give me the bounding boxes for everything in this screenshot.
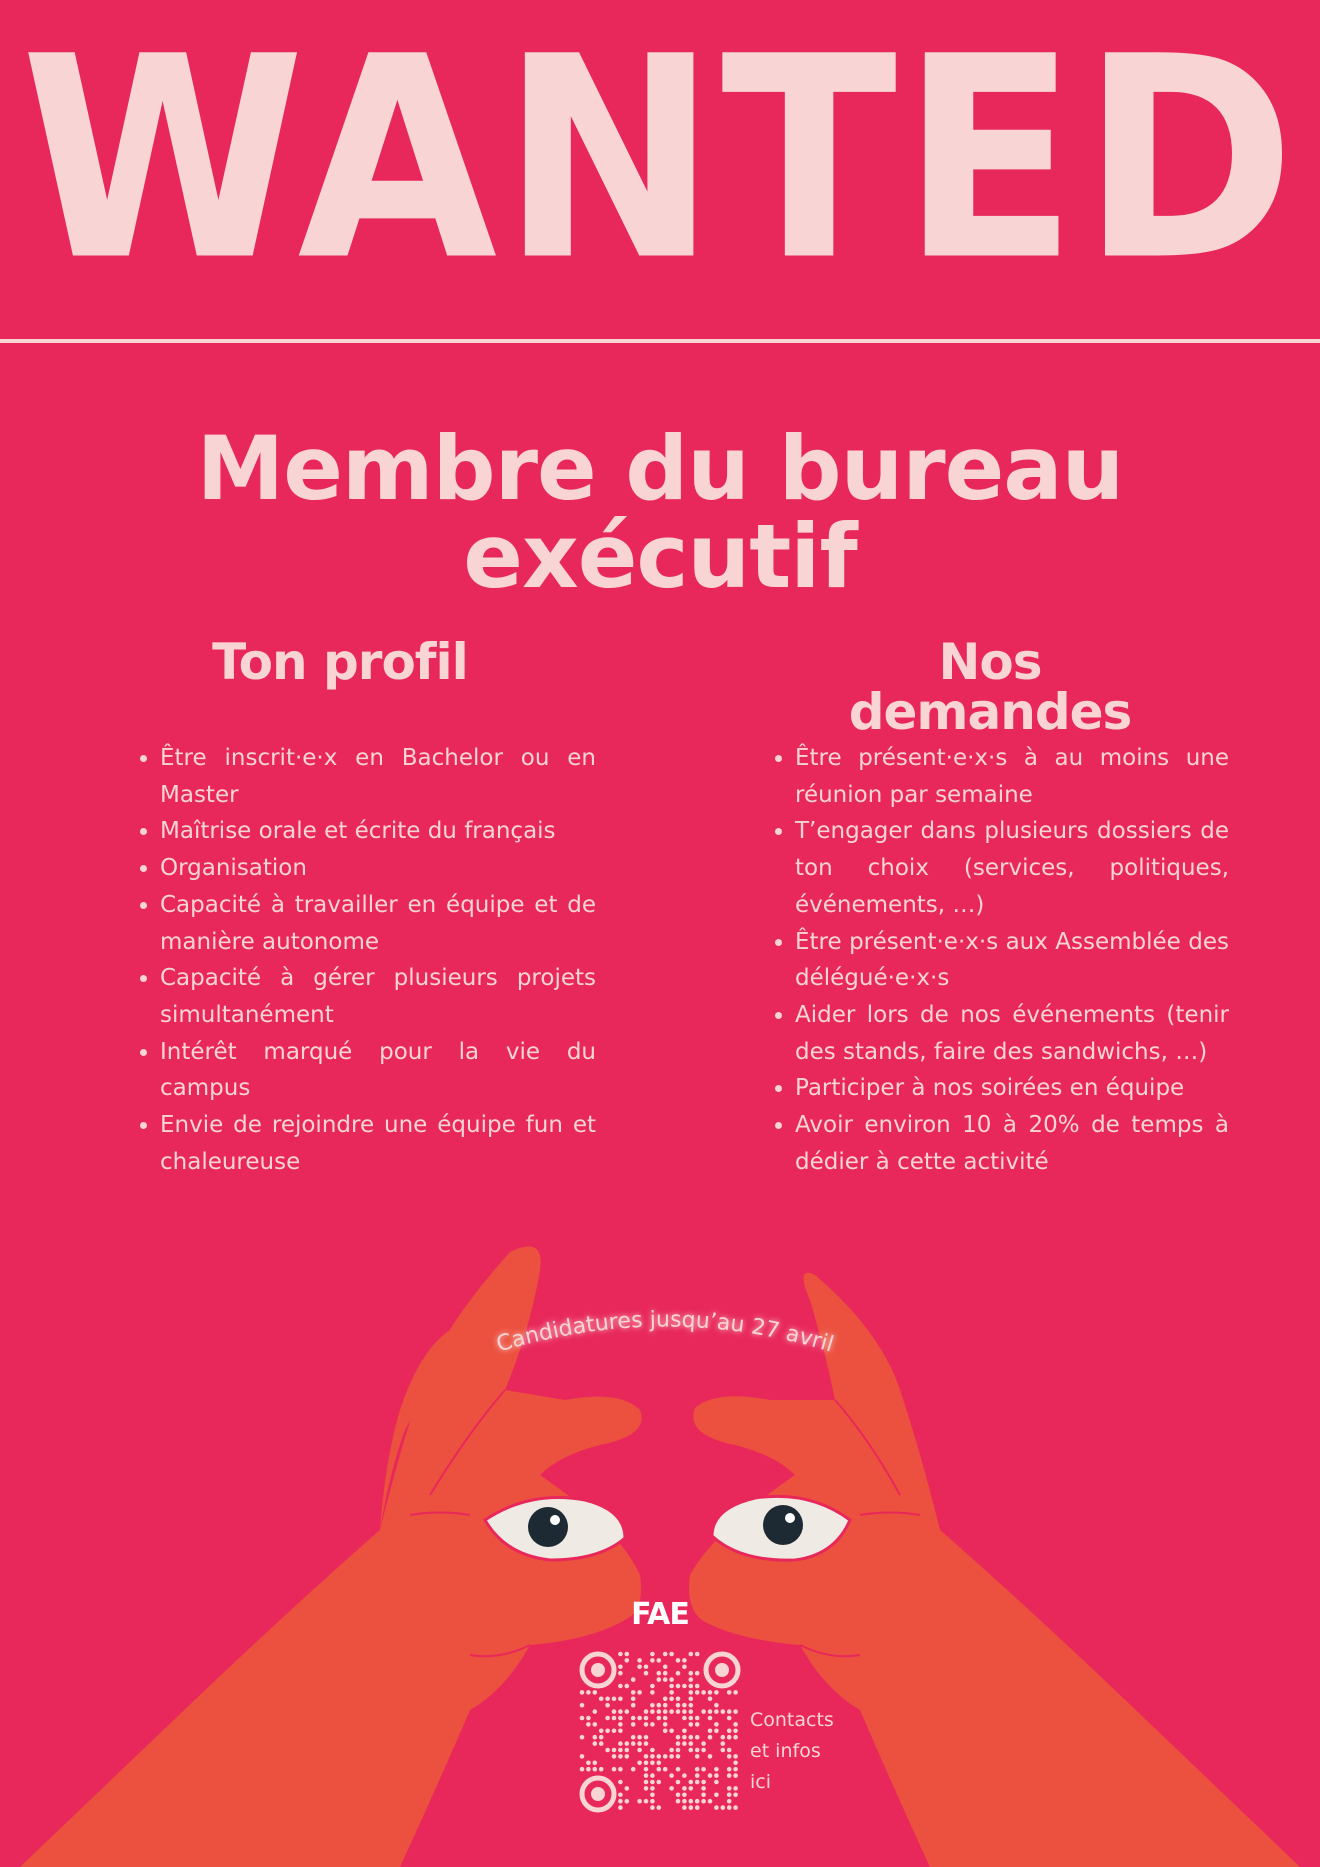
- qr-module: [663, 1665, 668, 1670]
- qr-module: [676, 1799, 681, 1804]
- qr-module: [733, 1729, 738, 1734]
- qr-module: [618, 1799, 623, 1804]
- qr-module: [695, 1754, 700, 1759]
- qr-finder-dot: [591, 1663, 605, 1677]
- qr-module: [657, 1767, 662, 1772]
- qr-module: [676, 1671, 681, 1676]
- qr-module: [605, 1697, 610, 1702]
- qr-module: [669, 1652, 674, 1657]
- qr-module: [714, 1805, 719, 1810]
- qr-module: [593, 1690, 598, 1695]
- qr-module: [631, 1677, 636, 1682]
- qr-module: [727, 1748, 732, 1753]
- qr-module: [618, 1722, 623, 1727]
- qr-module: [586, 1761, 591, 1766]
- qr-module: [637, 1658, 642, 1663]
- qr-module: [657, 1761, 662, 1766]
- qr-module: [631, 1722, 636, 1727]
- qr-module: [689, 1780, 694, 1785]
- qr-module: [682, 1741, 687, 1746]
- demands-list: [771, 740, 1229, 1180]
- qr-module: [599, 1735, 604, 1740]
- qr-module: [599, 1729, 604, 1734]
- fae-logo: FAE: [631, 1597, 689, 1632]
- qr-module: [625, 1799, 630, 1804]
- qr-module: [733, 1722, 738, 1727]
- qr-module: [682, 1773, 687, 1778]
- qr-module: [689, 1805, 694, 1810]
- qr-module: [676, 1767, 681, 1772]
- qr-module: [721, 1735, 726, 1740]
- qr-module: [676, 1697, 681, 1702]
- profile-item: • Envie de rejoindre une équipe fun et chaleureuse: [160, 1107, 596, 1180]
- qr-module: [682, 1658, 687, 1663]
- qr-module: [714, 1729, 719, 1734]
- qr-module: [650, 1684, 655, 1689]
- qr-module: [689, 1799, 694, 1804]
- qr-module: [701, 1709, 706, 1714]
- header-divider: [0, 339, 1320, 343]
- qr-module: [580, 1716, 585, 1721]
- qr-module: [727, 1773, 732, 1778]
- qr-module: [637, 1748, 642, 1753]
- qr-module: [701, 1690, 706, 1695]
- qr-module: [727, 1786, 732, 1791]
- qr-module: [727, 1716, 732, 1721]
- qr-module: [689, 1697, 694, 1702]
- qr-module: [625, 1652, 630, 1657]
- qr-module: [605, 1703, 610, 1708]
- qr-module: [618, 1780, 623, 1785]
- qr-module: [663, 1767, 668, 1772]
- qr-module: [657, 1671, 662, 1676]
- qr-module: [650, 1786, 655, 1791]
- qr-module: [721, 1805, 726, 1810]
- qr-module: [669, 1677, 674, 1682]
- qr-module: [714, 1780, 719, 1785]
- qr-module: [650, 1690, 655, 1695]
- qr-module: [695, 1805, 700, 1810]
- qr-module: [669, 1729, 674, 1734]
- qr-code-icon[interactable]: [578, 1650, 742, 1814]
- qr-module: [669, 1709, 674, 1714]
- qr-module: [663, 1729, 668, 1734]
- qr-module: [631, 1767, 636, 1772]
- qr-module: [733, 1773, 738, 1778]
- qr-module: [708, 1709, 713, 1714]
- demands-item: • Avoir environ 10 à 20% de temps à dédier à cette activité: [795, 1107, 1229, 1180]
- qr-module: [663, 1716, 668, 1721]
- qr-module: [644, 1761, 649, 1766]
- qr-module: [669, 1697, 674, 1702]
- qr-module: [644, 1722, 649, 1727]
- qr-module: [669, 1773, 674, 1778]
- demands-heading: Nos demandes: [848, 633, 1132, 741]
- qr-module: [682, 1735, 687, 1740]
- qr-module: [612, 1748, 617, 1753]
- qr-module: [637, 1735, 642, 1740]
- qr-module: [695, 1799, 700, 1804]
- qr-module: [644, 1716, 649, 1721]
- qr-module: [612, 1754, 617, 1759]
- qr-module: [586, 1690, 591, 1695]
- qr-module: [618, 1748, 623, 1753]
- qr-module: [599, 1767, 604, 1772]
- qr-module: [637, 1761, 642, 1766]
- qr-module: [676, 1684, 681, 1689]
- qr-module: [721, 1709, 726, 1714]
- qr-module: [631, 1716, 636, 1721]
- qr-module: [708, 1729, 713, 1734]
- qr-module: [618, 1729, 623, 1734]
- qr-module: [695, 1735, 700, 1740]
- qr-module: [669, 1786, 674, 1791]
- qr-module: [650, 1793, 655, 1798]
- qr-module: [701, 1748, 706, 1753]
- qr-module: [733, 1709, 738, 1714]
- qr-module: [580, 1754, 585, 1759]
- qr-module: [657, 1677, 662, 1682]
- qr-module: [631, 1690, 636, 1695]
- qr-module: [682, 1716, 687, 1721]
- contacts-info[interactable]: Contacts et infos ici: [750, 1709, 834, 1793]
- qr-module: [650, 1722, 655, 1727]
- qr-module: [637, 1799, 642, 1804]
- qr-module: [657, 1805, 662, 1810]
- qr-module: [605, 1716, 610, 1721]
- qr-module: [644, 1799, 649, 1804]
- qr-module: [612, 1767, 617, 1772]
- qr-module: [612, 1709, 617, 1714]
- wanted-title: WANTED: [20, 0, 1300, 322]
- qr-module: [599, 1697, 604, 1702]
- qr-module: [644, 1665, 649, 1670]
- qr-module: [682, 1665, 687, 1670]
- qr-module: [695, 1767, 700, 1772]
- qr-module: [689, 1741, 694, 1746]
- qr-module: [695, 1748, 700, 1753]
- qr-module: [682, 1805, 687, 1810]
- qr-module: [695, 1773, 700, 1778]
- demands-item: • Participer à nos soirées en équipe: [795, 1070, 1229, 1107]
- qr-module: [689, 1709, 694, 1714]
- qr-module: [701, 1741, 706, 1746]
- demands-item: • T’engager dans plusieurs dossiers de ton choix (services, politiques, événements, …): [795, 813, 1229, 923]
- qr-module: [714, 1690, 719, 1695]
- qr-module: [593, 1741, 598, 1746]
- qr-module: [644, 1767, 649, 1772]
- qr-module: [618, 1684, 623, 1689]
- qr-module: [625, 1786, 630, 1791]
- qr-module: [695, 1780, 700, 1785]
- qr-module: [689, 1703, 694, 1708]
- qr-module: [631, 1741, 636, 1746]
- qr-module: [644, 1741, 649, 1746]
- qr-module: [631, 1703, 636, 1708]
- qr-module: [637, 1741, 642, 1746]
- qr-module: [657, 1709, 662, 1714]
- qr-module: [663, 1677, 668, 1682]
- qr-module: [644, 1786, 649, 1791]
- qr-module: [580, 1735, 585, 1740]
- qr-module: [714, 1709, 719, 1714]
- qr-module: [682, 1709, 687, 1714]
- qr-module: [701, 1780, 706, 1785]
- qr-module: [689, 1748, 694, 1753]
- profile-item: • Intérêt marqué pour la vie du campus: [160, 1034, 596, 1107]
- qr-module: [650, 1773, 655, 1778]
- demands-item: • Être présent·e·x·s à au moins une réunion par semaine: [795, 740, 1229, 813]
- qr-module: [612, 1716, 617, 1721]
- qr-module: [612, 1729, 617, 1734]
- qr-module: [669, 1684, 674, 1689]
- profile-item: • Maîtrise orale et écrite du français: [160, 813, 596, 850]
- qr-module: [682, 1729, 687, 1734]
- qr-module: [733, 1761, 738, 1766]
- qr-module: [657, 1658, 662, 1663]
- qr-module: [650, 1748, 655, 1753]
- qr-module: [689, 1677, 694, 1682]
- qr-module: [695, 1722, 700, 1727]
- qr-module: [637, 1690, 642, 1695]
- qr-module: [676, 1658, 681, 1663]
- qr-module: [631, 1735, 636, 1740]
- qr-module: [618, 1716, 623, 1721]
- demands-item: • Être présent·e·x·s aux Assemblée des délégué·e·x·s: [795, 924, 1229, 997]
- qr-module: [727, 1729, 732, 1734]
- qr-module: [644, 1735, 649, 1740]
- qr-module: [650, 1761, 655, 1766]
- qr-module: [593, 1735, 598, 1740]
- qr-module: [644, 1709, 649, 1714]
- qr-module: [676, 1780, 681, 1785]
- qr-module: [625, 1658, 630, 1663]
- qr-module: [676, 1709, 681, 1714]
- qr-module: [689, 1652, 694, 1657]
- profile-list: [136, 740, 596, 1180]
- qr-module: [586, 1767, 591, 1772]
- qr-module: [644, 1754, 649, 1759]
- qr-module: [625, 1709, 630, 1714]
- qr-module: [714, 1767, 719, 1772]
- qr-module: [727, 1754, 732, 1759]
- qr-module: [593, 1709, 598, 1714]
- role-title: Membre du bureau exécutif: [196, 417, 1124, 608]
- qr-module: [580, 1690, 585, 1695]
- qr-dots: [580, 1652, 738, 1810]
- qr-module: [733, 1754, 738, 1759]
- qr-module: [637, 1716, 642, 1721]
- qr-module: [663, 1703, 668, 1708]
- qr-module: [644, 1671, 649, 1676]
- qr-module: [701, 1767, 706, 1772]
- qr-module: [605, 1729, 610, 1734]
- qr-module: [727, 1735, 732, 1740]
- qr-module: [657, 1754, 662, 1759]
- qr-module: [605, 1748, 610, 1753]
- qr-module: [689, 1716, 694, 1721]
- qr-module: [689, 1671, 694, 1676]
- qr-module: [727, 1805, 732, 1810]
- qr-module: [657, 1703, 662, 1708]
- qr-module: [593, 1722, 598, 1727]
- qr-module: [676, 1754, 681, 1759]
- profile-item: • Capacité à gérer plusieurs projets simultanément: [160, 960, 596, 1033]
- qr-module: [714, 1773, 719, 1778]
- profile-item: • Organisation: [160, 850, 596, 887]
- qr-module: [689, 1684, 694, 1689]
- qr-module: [599, 1741, 604, 1746]
- qr-module: [618, 1697, 623, 1702]
- qr-module: [721, 1741, 726, 1746]
- qr-module: [708, 1690, 713, 1695]
- qr-module: [618, 1709, 623, 1714]
- qr-module: [669, 1754, 674, 1759]
- qr-module: [631, 1697, 636, 1702]
- qr-module: [701, 1793, 706, 1798]
- qr-module: [689, 1690, 694, 1695]
- qr-module: [650, 1805, 655, 1810]
- qr-module: [625, 1754, 630, 1759]
- qr-module: [695, 1671, 700, 1676]
- qr-module: [701, 1799, 706, 1804]
- qr-module: [669, 1748, 674, 1753]
- qr-module: [663, 1652, 668, 1657]
- qr-module: [625, 1748, 630, 1753]
- qr-module: [593, 1767, 598, 1772]
- qr-module: [676, 1748, 681, 1753]
- qr-module: [682, 1684, 687, 1689]
- qr-module: [733, 1767, 738, 1772]
- qr-module: [676, 1735, 681, 1740]
- qr-module: [618, 1767, 623, 1772]
- qr-finder-dot: [715, 1663, 729, 1677]
- qr-module: [644, 1780, 649, 1785]
- qr-module: [721, 1748, 726, 1753]
- qr-module: [663, 1754, 668, 1759]
- qr-module: [695, 1684, 700, 1689]
- qr-module: [733, 1735, 738, 1740]
- qr-module: [682, 1793, 687, 1798]
- qr-module: [625, 1684, 630, 1689]
- qr-finder-dot: [591, 1787, 605, 1801]
- qr-module: [625, 1741, 630, 1746]
- qr-module: [618, 1652, 623, 1657]
- qr-module: [618, 1793, 623, 1798]
- deadline-label: Candidatures jusqu’au 27 avril: [493, 1307, 837, 1358]
- deadline-text: [494, 1307, 837, 1357]
- qr-module: [618, 1754, 623, 1759]
- qr-module: [733, 1690, 738, 1695]
- qr-module: [618, 1665, 623, 1670]
- qr-module: [663, 1709, 668, 1714]
- profile-heading: Ton profil: [212, 633, 468, 691]
- qr-module: [650, 1709, 655, 1714]
- qr-module: [714, 1793, 719, 1798]
- qr-module: [689, 1735, 694, 1740]
- qr-module: [695, 1652, 700, 1657]
- qr-module: [586, 1722, 591, 1727]
- qr-module: [727, 1793, 732, 1798]
- qr-module: [612, 1697, 617, 1702]
- qr-module: [682, 1703, 687, 1708]
- qr-module: [676, 1793, 681, 1798]
- qr-module: [637, 1665, 642, 1670]
- qr-module: [650, 1703, 655, 1708]
- qr-module: [682, 1799, 687, 1804]
- qr-module: [708, 1697, 713, 1702]
- qr-module: [580, 1767, 585, 1772]
- qr-module: [714, 1722, 719, 1727]
- qr-module: [714, 1703, 719, 1708]
- qr-module: [663, 1671, 668, 1676]
- qr-module: [663, 1697, 668, 1702]
- qr-module: [695, 1716, 700, 1721]
- qr-module: [708, 1735, 713, 1740]
- demands-item: • Aider lors de nos événements (tenir des stands, faire des sandwichs, …): [795, 997, 1229, 1070]
- qr-module: [701, 1786, 706, 1791]
- qr-module: [727, 1799, 732, 1804]
- qr-module: [676, 1703, 681, 1708]
- qr-module: [727, 1709, 732, 1714]
- qr-module: [708, 1716, 713, 1721]
- qr-module: [733, 1793, 738, 1798]
- qr-module: [650, 1658, 655, 1663]
- qr-module: [618, 1741, 623, 1746]
- qr-module: [727, 1767, 732, 1772]
- profile-item: • Capacité à travailler en équipe et de manière autonome: [160, 887, 596, 960]
- qr-module: [669, 1690, 674, 1695]
- qr-module: [708, 1773, 713, 1778]
- qr-module: [695, 1690, 700, 1695]
- qr-module: [689, 1722, 694, 1727]
- qr-module: [733, 1805, 738, 1810]
- qr-module: [618, 1805, 623, 1810]
- qr-module: [580, 1703, 585, 1708]
- qr-module: [708, 1799, 713, 1804]
- qr-module: [650, 1754, 655, 1759]
- qr-module: [650, 1799, 655, 1804]
- qr-module: [593, 1761, 598, 1766]
- qr-module: [727, 1690, 732, 1695]
- qr-module: [689, 1786, 694, 1791]
- qr-module: [657, 1780, 662, 1785]
- qr-module: [586, 1716, 591, 1721]
- qr-module: [663, 1722, 668, 1727]
- qr-module: [708, 1754, 713, 1759]
- qr-module: [682, 1786, 687, 1791]
- qr-module: [733, 1786, 738, 1791]
- profile-item: • Être inscrit·e·x en Bachelor ou en Master: [160, 740, 596, 813]
- qr-module: [657, 1716, 662, 1721]
- qr-module: [650, 1780, 655, 1785]
- qr-module: [650, 1652, 655, 1657]
- qr-module: [644, 1773, 649, 1778]
- qr-module: [618, 1671, 623, 1676]
- qr-module: [676, 1741, 681, 1746]
